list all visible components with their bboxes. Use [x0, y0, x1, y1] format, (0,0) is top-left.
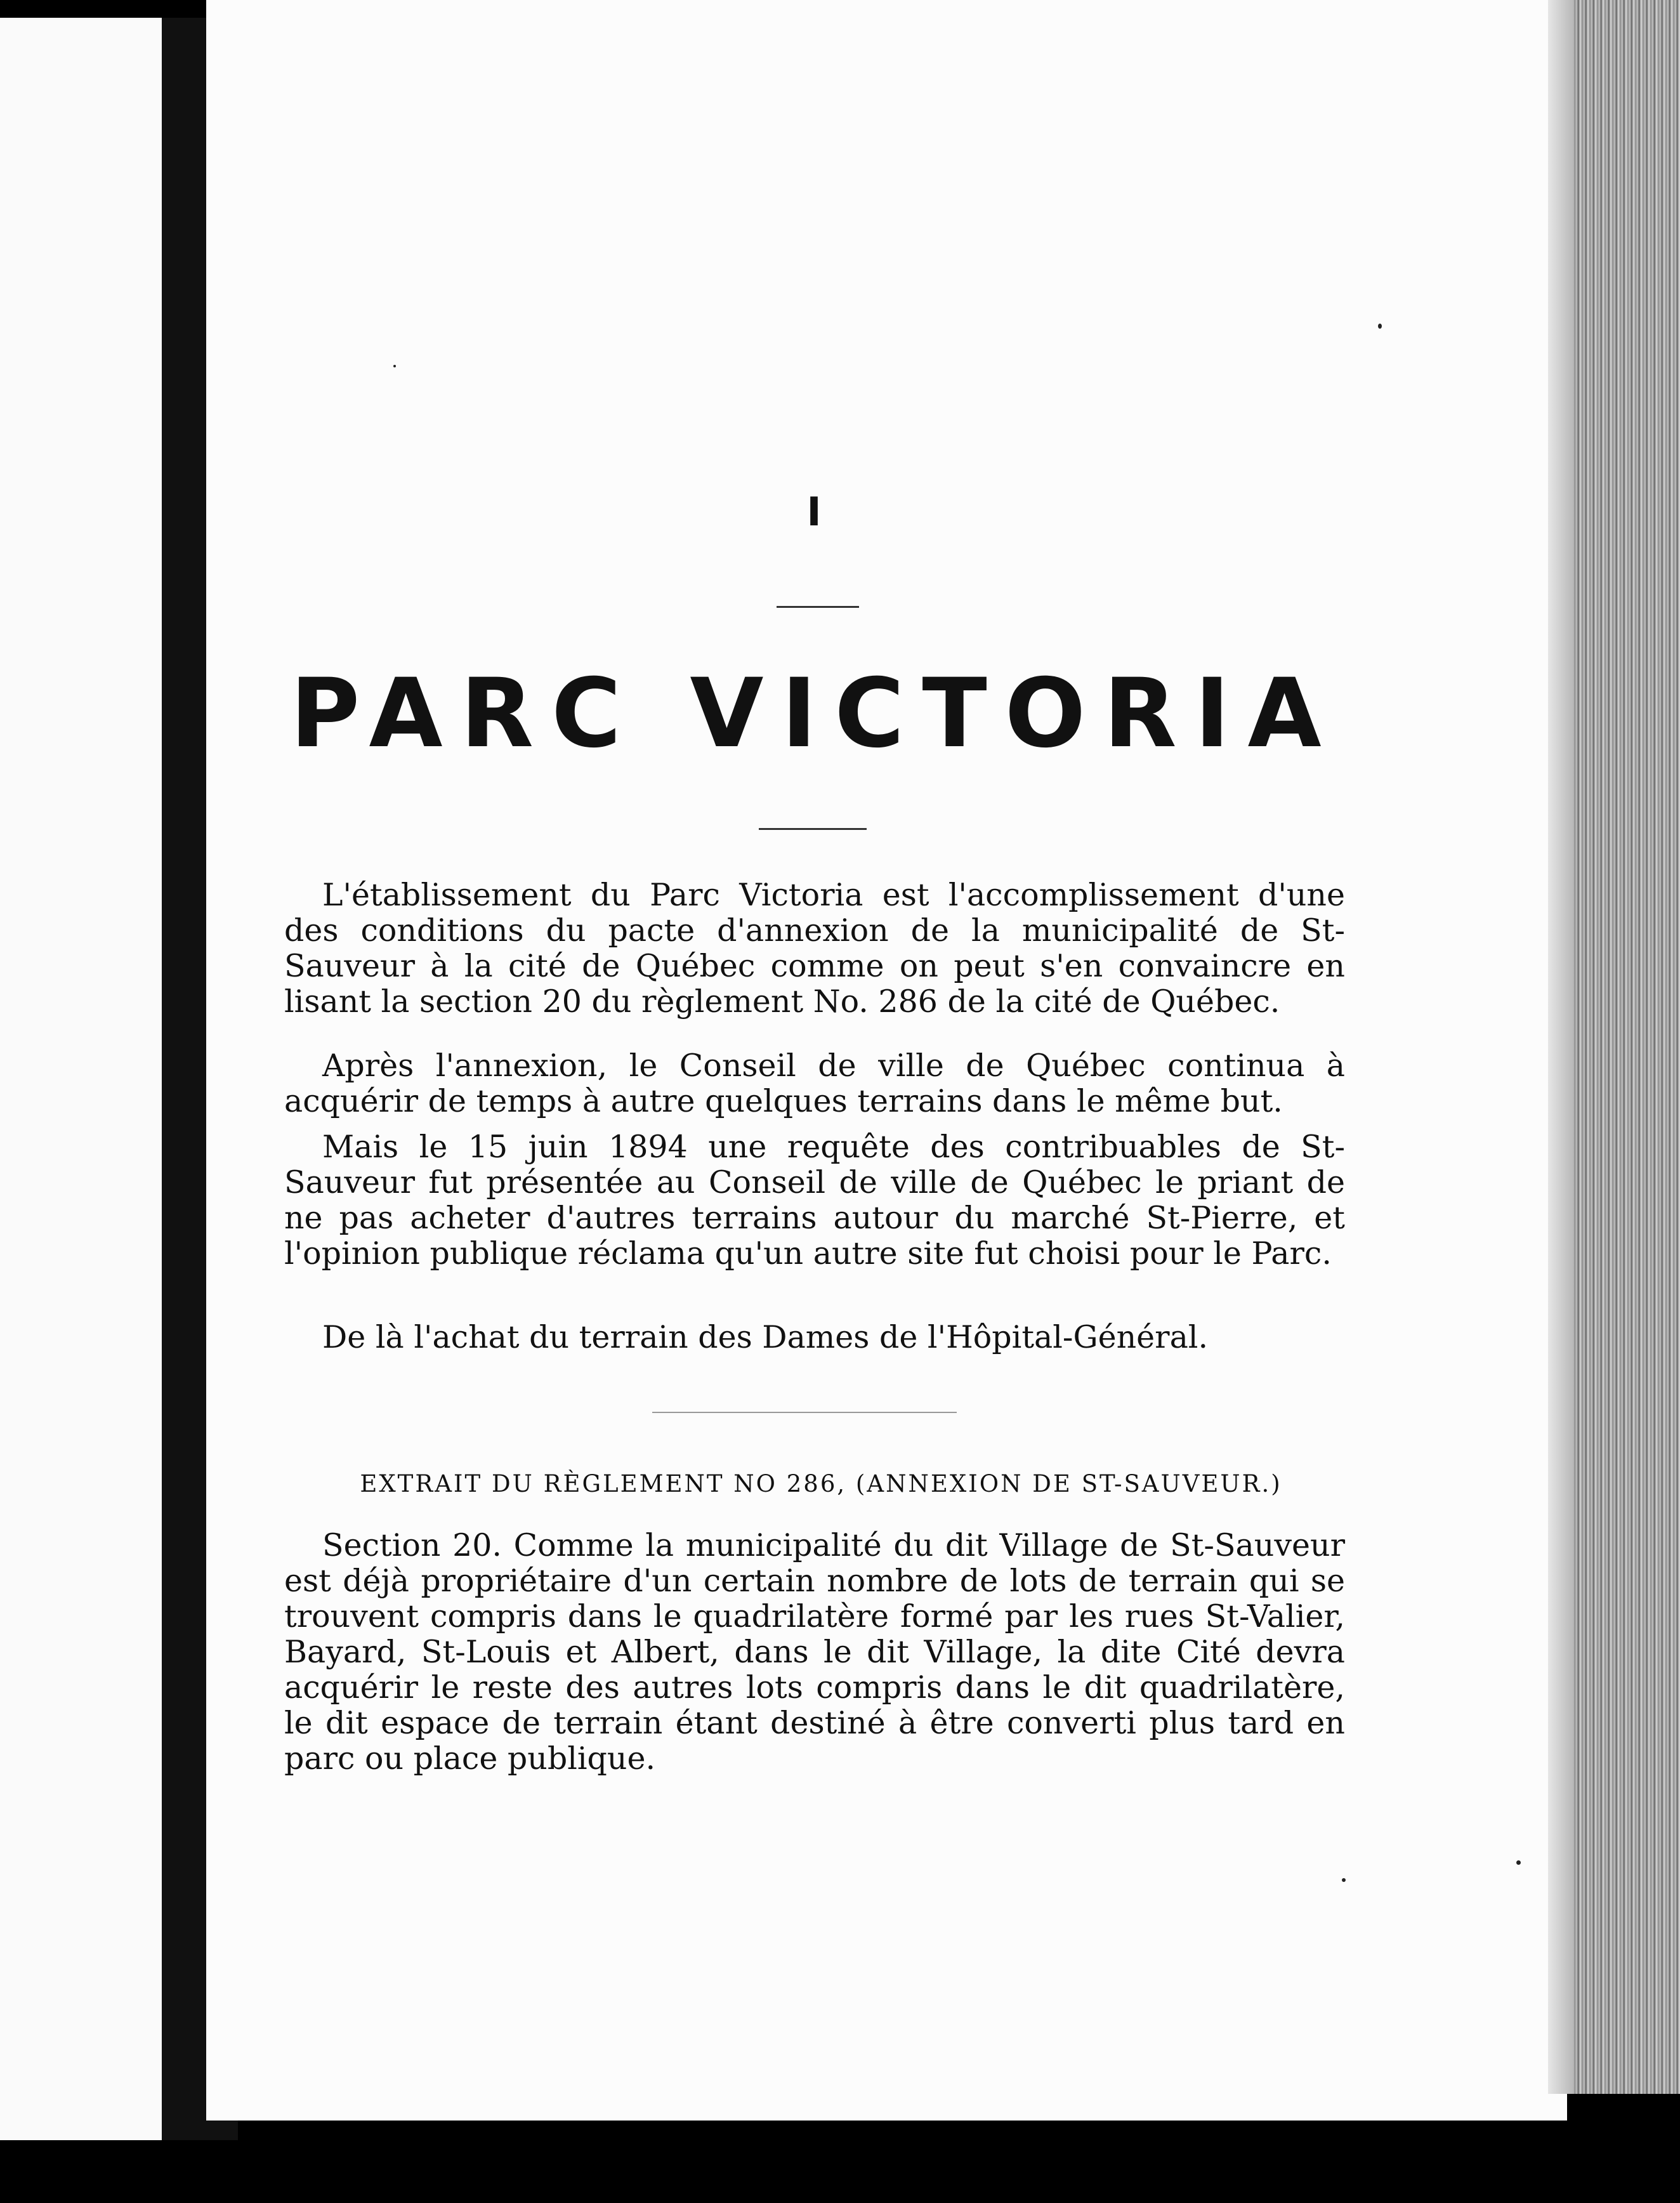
- speck: [1378, 324, 1382, 329]
- page-edge-highlight: [1548, 0, 1573, 2094]
- left-page-fragment: [0, 18, 162, 2140]
- chapter-title: PARC VICTORIA: [290, 659, 1339, 769]
- speck: [1342, 1878, 1346, 1882]
- extract-heading: EXTRAIT DU RÈGLEMENT NO 286, (ANNEXION DE ST-SAUVEUR.): [360, 1470, 1282, 1497]
- extract-text: Section 20. Comme la municipalité du dit Village de St-Sauveur est déjà propriétaire d'un certain nombre de lots de terrain qui se trouvent compris dans le quadrilatère formé par les rues St-Valier, Bayard, St-Louis et Albert, dans le dit Village, la dite Cité devra acquérir le reste des autres lots compris dans le dit quadrilatère, le dit espace de terrain étant destiné à être converti plus tard en parc ou place publique.: [284, 1527, 1345, 1777]
- paragraph-2: Après l'annexion, le Conseil de ville de Québec continua à acquérir de temps à autre quelques terrains dans le même but.: [284, 1048, 1345, 1119]
- paragraph-4: De là l'achat du terrain des Dames de l'Hôpital-Général.: [322, 1319, 1209, 1355]
- rule-under-chapter-number: [777, 606, 859, 608]
- chapter-number: I: [806, 489, 823, 535]
- paragraph-1: L'établissement du Parc Victoria est l'accomplissement d'une des conditions du pacte d'annexion de la municipalité de St-Sauveur à la cité de Québec comme on peut s'en convaincre en lisant la section 20 du règlement No. 286 de la cité de Québec.: [284, 877, 1345, 1020]
- section-divider-rule: [652, 1412, 957, 1413]
- paragraph-3: Mais le 15 juin 1894 une requête des contribuables de St-Sauveur fut présentée au Conseil de ville de Québec le priant de ne pas acheter d'autres terrains autour du marché St-Pierre, et l'opinion publique réclama qu'un autre site fut choisi pour le Parc.: [284, 1129, 1345, 1272]
- rule-under-title: [759, 828, 867, 830]
- speck: [1516, 1860, 1521, 1865]
- speck: [393, 365, 396, 367]
